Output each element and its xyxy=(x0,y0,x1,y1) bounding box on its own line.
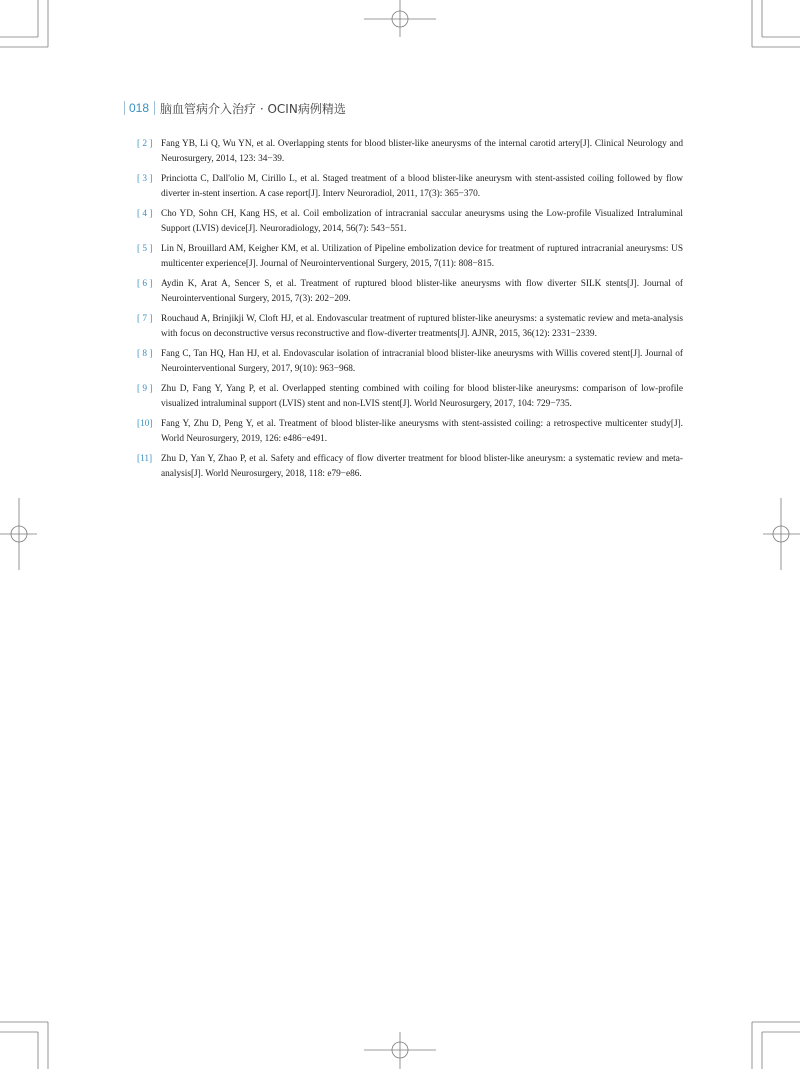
reference-index: [11] xyxy=(137,454,153,464)
reference-item xyxy=(137,242,683,272)
book-title: 脑血管病介入治疗 · OCIN病例精选 xyxy=(160,101,346,116)
reference-item xyxy=(137,417,683,447)
running-header xyxy=(124,100,346,116)
reference-index: [10] xyxy=(137,419,153,429)
reference-index: [ 8 ] xyxy=(137,349,153,359)
reference-index: [ 5 ] xyxy=(137,244,153,254)
reference-text: Fang C, Tan HQ, Han HJ, et al. Endovascular isolation of intracranial blood blister-like aneurysms with Willis covered stent[J]. Journal of Neurointerventional Surgery, 2017, 9(10): 963−968. xyxy=(161,349,683,374)
registration-mark-bottom xyxy=(364,1032,436,1069)
reference-item xyxy=(137,277,683,307)
reference-index: [ 6 ] xyxy=(137,279,153,289)
reference-index: [ 3 ] xyxy=(137,174,153,184)
reference-text: Zhu D, Fang Y, Yang P, et al. Overlapped stenting combined with coiling for blood blister-like aneurysms: comparison of low-profile visualized intraluminal support (LVIS) stent and non-LVIS stent[J]. World Neurosurgery, 2017, 104: 729−735. xyxy=(161,384,683,409)
reference-text: Aydin K, Arat A, Sencer S, et al. Treatment of ruptured blood blister-like aneurysms with flow diverter SILK stents[J]. Journal of Neurointerventional Surgery, 2015, 7(3): 202−209. xyxy=(161,279,683,304)
header-divider xyxy=(154,101,155,115)
registration-mark-right xyxy=(763,498,800,570)
page-number: 018 xyxy=(129,101,150,115)
reference-text: Fang Y, Zhu D, Peng Y, et al. Treatment of blood blister-like aneurysms with stent-assisted coiling: a retrospective multicenter study[J]. World Neurosurgery, 2019, 126: e486−e491. xyxy=(161,419,683,444)
registration-mark-top xyxy=(364,0,436,37)
reference-item xyxy=(137,137,683,167)
reference-index: [ 7 ] xyxy=(137,314,153,324)
reference-item xyxy=(137,452,683,482)
header-divider xyxy=(124,101,125,115)
reference-text: Fang YB, Li Q, Wu YN, et al. Overlapping stents for blood blister-like aneurysms of the internal carotid artery[J]. Clinical Neurology and Neurosurgery, 2014, 123: 34−39. xyxy=(161,139,683,164)
reference-text: Zhu D, Yan Y, Zhao P, et al. Safety and efficacy of flow diverter treatment for blood blister-like aneurysm: a systematic review and meta-analysis[J]. World Neurosurgery, 2018, 118: e79−e86. xyxy=(161,454,683,479)
reference-item xyxy=(137,382,683,412)
registration-mark-left xyxy=(0,498,37,570)
reference-item xyxy=(137,347,683,377)
reference-item xyxy=(137,312,683,342)
reference-text: Princiotta C, Dall'olio M, Cirillo L, et al. Staged treatment of a blood blister-like aneurysm with stent-assisted coiling followed by flow diverter in-stent insertion. A case report[J]. Interv Neuroradiol, 2011, 17(3): 365−370. xyxy=(161,174,683,199)
reference-text: Lin N, Brouillard AM, Keigher KM, et al. Utilization of Pipeline embolization device for treatment of ruptured intracranial aneurysms: US multicenter experience[J]. Journal of Neurointerventional Surgery, 2015, 7(11): 808−815. xyxy=(161,244,683,269)
reference-index: [ 4 ] xyxy=(137,209,153,219)
reference-index: [ 2 ] xyxy=(137,139,153,149)
reference-item xyxy=(137,207,683,237)
reference-item xyxy=(137,172,683,202)
reference-text: Rouchaud A, Brinjikji W, Cloft HJ, et al. Endovascular treatment of ruptured blister-like aneurysms: a systematic review and meta-analysis with focus on deconstructive versus reconstructive and flow-diverter treatments[J]. AJNR, 2015, 36(12): 2331−2339. xyxy=(161,314,683,339)
reference-index: [ 9 ] xyxy=(137,384,153,394)
reference-text: Cho YD, Sohn CH, Kang HS, et al. Coil embolization of intracranial saccular aneurysms using the Low-profile Visualized Intraluminal Support (LVIS) device[J]. Neuroradiology, 2014, 56(7): 543−551. xyxy=(161,209,683,234)
reference-list xyxy=(137,137,683,487)
